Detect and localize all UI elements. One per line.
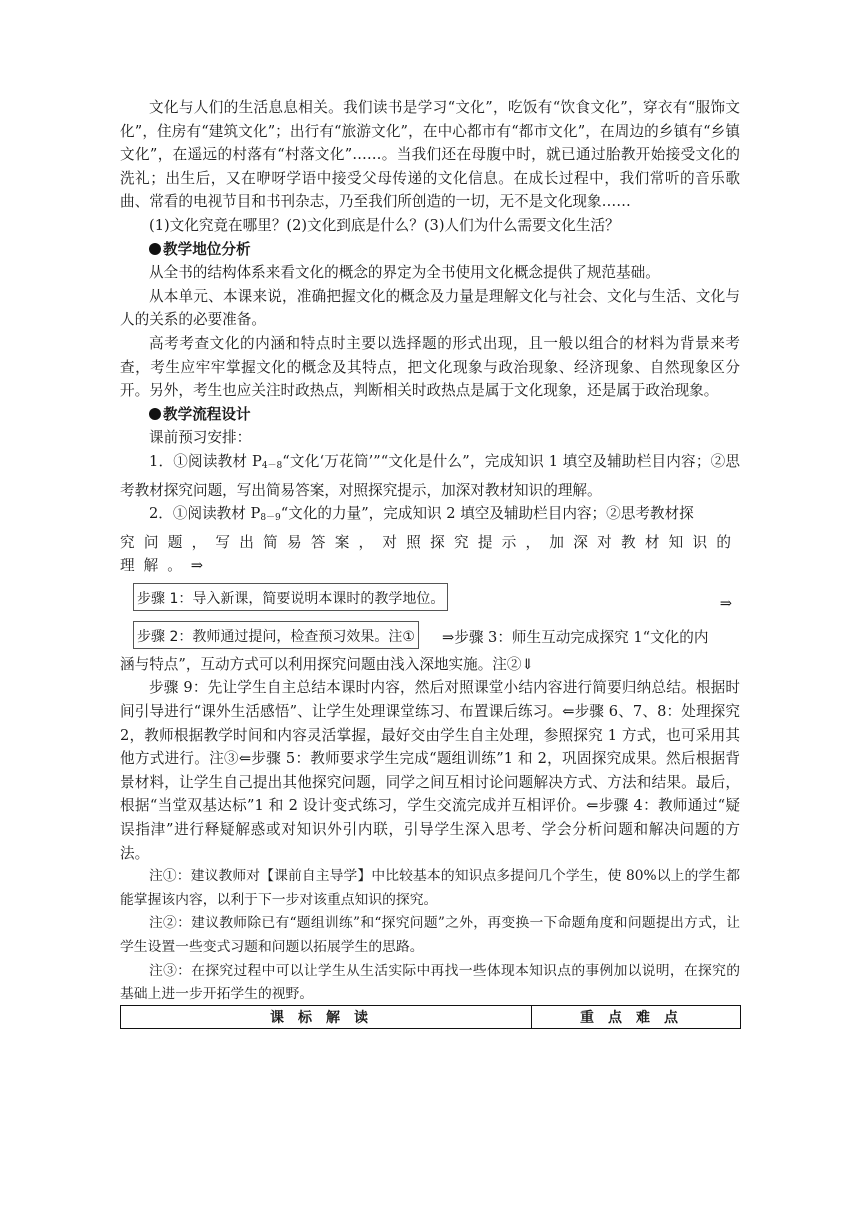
step-2-box: 步骤 2：教师通过提问，检查预习效果。注① <box>133 621 419 649</box>
prep-item-2: 2．①阅读教材 $P_{8-9}“$文化的力量”，完成知识 2 填空及辅助栏目内容；②思考教材探 <box>149 505 694 524</box>
step-2-row <box>120 621 740 653</box>
right-arrow-icon: ⇒ <box>190 557 204 575</box>
position-paragraph-1: 从全书的结构体系来看文化的概念的界定为全书使用文化概念提供了规范基础。 <box>149 264 660 282</box>
step-3-text: ⇒步骤 3：师生互动完成探究 1“文化的内 <box>442 628 709 646</box>
step-1-row <box>120 583 740 619</box>
step-1-box: 步骤 1：导入新课，简要说明本课时的教学地位。 <box>133 583 448 611</box>
prep-item-1: 1．①阅读教材 $P_{4-8}“$文化‘万花筒’”“文化是什么”，完成知识 1 填空及辅助栏目内容；②思考教材探究问题，写出简易答案，对照探究提示，加深对教材知识的理解。 <box>120 452 740 499</box>
bullet-icon <box>149 408 161 420</box>
intro-paragraph: 文化与人们的生活息息相关。我们读书是学习“文化”，吃饭有“饮食文化”，穿衣有“服饰文化”，住房有“建筑文化”；出行有“旅游文化”，在中心都市有“都市文化”，在周边的乡镇有“乡镇文化”，在遥远的村落有“村落文化”……。当我们还在母腹中时，就已通过胎教开始接受文化的洗礼；出生后，又在咿呀学语中接受父母传递的文化信息。在成长过程中，我们常听的音乐歌曲、常看的电视节目和书刊杂志，乃至我们所创造的一切，无不是文化现象…… <box>120 99 740 211</box>
section-heading-teaching-flow: 教学流程设计 <box>149 403 740 427</box>
note-3: 注③：在探究过程中可以让学生从生活实际中再找一些体现本知识点的事例加以说明，在探究的基础上进一步开拓学生的视野。 <box>120 962 740 1003</box>
table-header-key-difficult-points: 重点难点 <box>532 1006 741 1029</box>
guiding-questions: (1)文化究竟在哪里？(2)文化到底是什么？(3)人们为什么需要文化生活？ <box>149 216 620 234</box>
curriculum-table <box>120 1005 741 1029</box>
bullet-icon <box>149 243 161 255</box>
step-3-continued: 涵与特点”，互动方式可以利用探究问题由浅入深地实施。注②⇓ <box>120 655 534 673</box>
note-1: 注①：建议教师对【课前自主导学】中比较基本的知识点多提问几个学生，使 80%以上的学生都能掌握该内容，以利于下一步对该重点知识的探究。 <box>120 868 740 908</box>
position-paragraph-3: 高考考查文化的内涵和特点时主要以选择题的形式出现，且一般以组合的材料为背景来考查，考生应牢牢掌握文化的概念及其特点，把文化现象与政治现象、经济现象、自然现象区分开。另外，考生也应关注时政热点，判断相关时政热点是属于文化现象，还是属于政治现象。 <box>120 334 740 400</box>
note-2: 注②：建议教师除已有“题组训练”和“探究问题”之外，再变换一下命题角度和问题提出方式，让学生设置一些变式习题和问题以拓展学生的思路。 <box>120 915 740 955</box>
right-arrow-icon: ⇒ <box>719 594 732 612</box>
prep-label: 课前预习安排： <box>149 429 252 447</box>
section-heading-teaching-position: 教学地位分析 <box>149 238 740 262</box>
position-paragraph-2: 从本单元、本课来说，准确把握文化的概念及力量是理解文化与社会、文化与生活、文化与人的关系的必要准备。 <box>120 287 740 329</box>
steps-paragraph: 步骤 9：先让学生自主总结本课时内容，然后对照课堂小结内容进行简要归纳总结。根据时间引导进行“课外生活感悟”、让学生处理课堂练习、布置课后练习。⇐步骤 6、7、8：处理探究 2，教师根据教学时间和内容灵活掌握，最好交由学生自主处理，参照探究 1 方式，也可采用其他方式进行。注③⇐步骤 5：教师要求学生完成“题组训练”1 和 2，巩固探究成果。然后根据背景材料，让学生自己提出其他探究问题，同学之间互相讨论问题解决方式、方法和结果。最后，根据“当堂双基达标”1 和 2 设计变式练习，学生交流完成并互相评价。⇐步骤 4：教师通过“疑误指津”进行释疑解惑或对知识外引内联，引导学生深入思考、学会分析问题和解决问题的方法。 <box>120 679 740 862</box>
notes <box>120 865 740 1007</box>
document-page <box>120 96 740 1007</box>
prep-item-2-continued: 究问题，写出简易答案，对照探究提示，加深对教材知识的理解。⇒ <box>120 533 740 575</box>
table-header-curriculum-interpretation: 课标解读 <box>121 1006 532 1029</box>
